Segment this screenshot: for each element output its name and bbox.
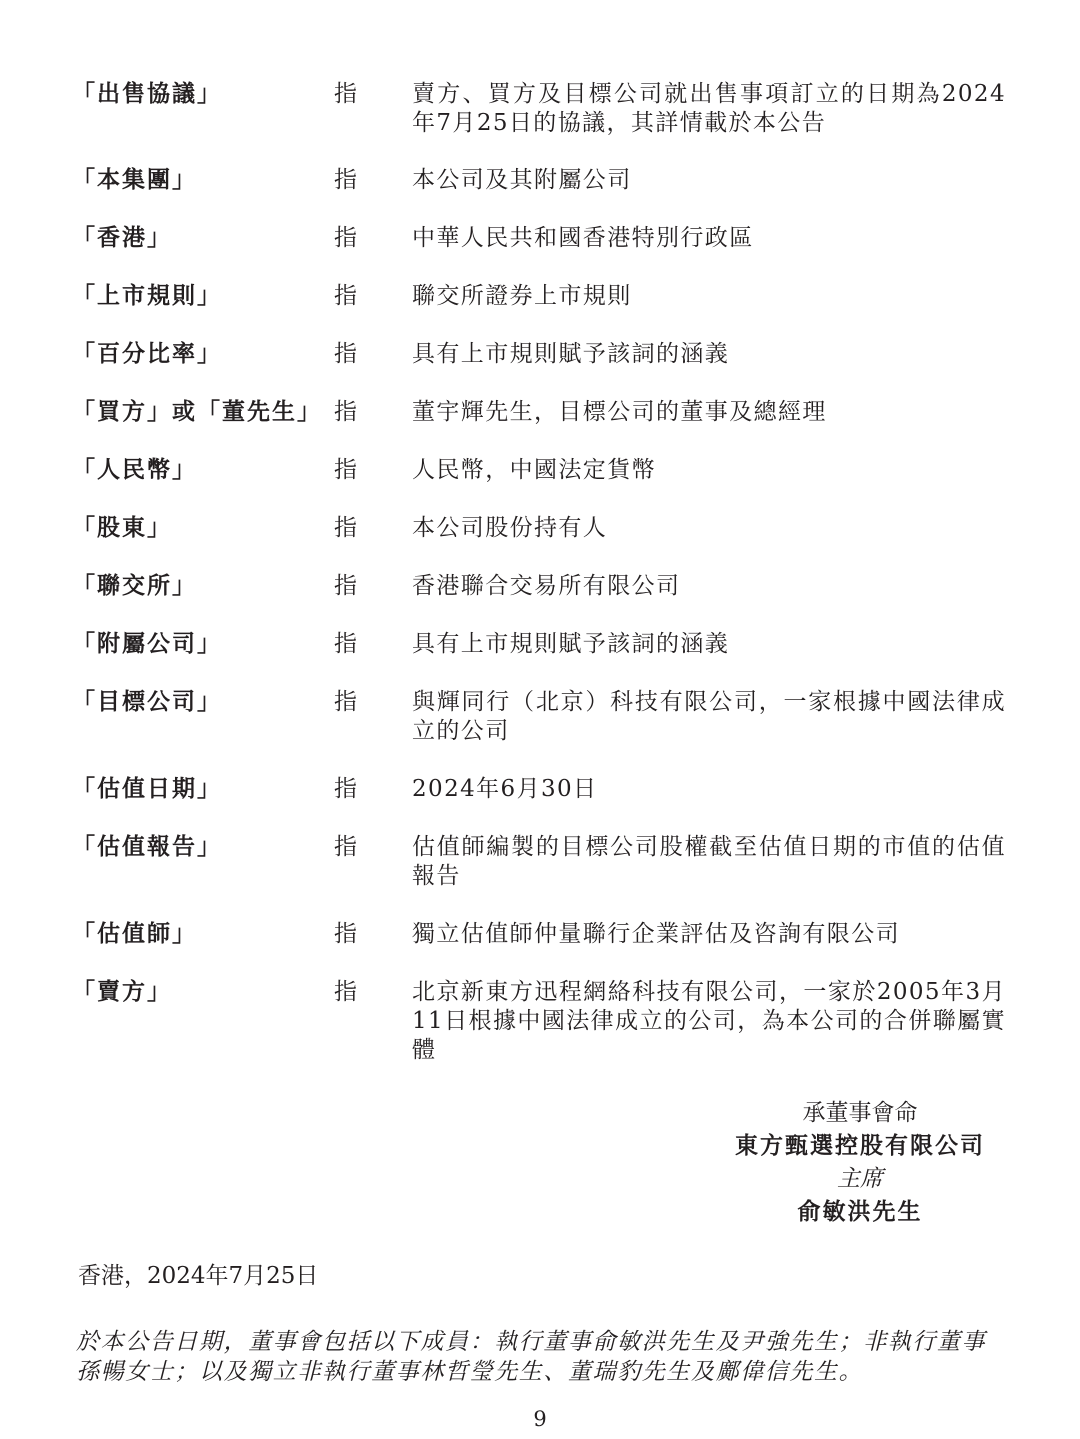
definition-term: 「估值師」	[72, 921, 197, 947]
definition-means: 指	[334, 225, 357, 251]
place-date: 香港，2024年7月25日	[78, 1263, 319, 1289]
definition-text: 人民幣，中國法定貨幣	[412, 457, 656, 483]
definition-text: 本公司股份持有人	[412, 515, 608, 541]
signature-title: 主席	[837, 1166, 883, 1192]
definition-term: 「賣方」	[72, 979, 172, 1005]
definition-text: 估值師編製的目標公司股權截至估值日期的市值的估值報告	[412, 834, 1006, 889]
definition-means: 指	[334, 921, 357, 947]
definition-means: 指	[334, 689, 357, 715]
definition-term: 「人民幣」	[72, 457, 197, 483]
definition-text: 中華人民共和國香港特別行政區	[412, 225, 754, 251]
definition-means: 指	[334, 341, 357, 367]
definition-text: 具有上市規則賦予該詞的涵義	[412, 631, 730, 657]
signature-order: 承董事會命	[802, 1100, 918, 1126]
definition-means: 指	[334, 776, 357, 802]
definition-means: 指	[334, 979, 357, 1005]
definition-term: 「百分比率」	[72, 341, 222, 367]
definition-term: 「估值報告」	[72, 834, 222, 860]
definition-means: 指	[334, 515, 357, 541]
definition-means: 指	[334, 399, 357, 425]
signature-company: 東方甄選控股有限公司	[735, 1133, 985, 1159]
definition-means: 指	[334, 283, 357, 309]
definition-means: 指	[334, 167, 357, 193]
page-number: 9	[533, 1407, 547, 1431]
definition-text: 聯交所證券上市規則	[412, 283, 632, 309]
signature-name: 俞敏洪先生	[797, 1199, 923, 1225]
definition-text: 北京新東方迅程網絡科技有限公司，一家於2005年3月11日根據中國法律成立的公司，為本公司的合併聯屬實體	[412, 979, 1006, 1063]
definition-term: 「本集團」	[72, 167, 197, 193]
definition-term: 「出售協議」	[72, 81, 222, 107]
definition-term: 「上市規則」	[72, 283, 222, 309]
definition-means: 指	[334, 573, 357, 599]
definition-text: 2024年6月30日	[412, 776, 598, 802]
definition-term: 「估值日期」	[72, 776, 222, 802]
definition-means: 指	[334, 81, 357, 107]
definition-term: 「附屬公司」	[72, 631, 222, 657]
definition-text: 具有上市規則賦予該詞的涵義	[412, 341, 730, 367]
definition-text: 董宇輝先生，目標公司的董事及總經理	[412, 399, 827, 425]
definition-text: 與輝同行（北京）科技有限公司，一家根據中國法律成立的公司	[412, 689, 1006, 744]
definition-text: 本公司及其附屬公司	[412, 167, 632, 193]
signature-block	[700, 1097, 1020, 1229]
definition-means: 指	[334, 834, 357, 860]
definition-term: 「買方」或「董先生」	[72, 399, 322, 425]
board-statement: 於本公告日期，董事會包括以下成員：執行董事俞敏洪先生及尹強先生；非執行董事孫暢女士；以及獨立非執行董事林哲瑩先生、董瑞豹先生及鄺偉信先生。	[76, 1329, 987, 1385]
definition-term: 「聯交所」	[72, 573, 197, 599]
definition-means: 指	[334, 457, 357, 483]
definition-term: 「香港」	[72, 225, 172, 251]
definition-text: 香港聯合交易所有限公司	[412, 573, 681, 599]
definition-means: 指	[334, 631, 357, 657]
definition-term: 「目標公司」	[72, 689, 222, 715]
definition-text: 獨立估值師仲量聯行企業評估及咨詢有限公司	[412, 921, 900, 947]
definition-text: 賣方、買方及目標公司就出售事項訂立的日期為2024年7月25日的協議，其詳情載於本公告	[412, 81, 1006, 136]
definition-term: 「股東」	[72, 515, 172, 541]
